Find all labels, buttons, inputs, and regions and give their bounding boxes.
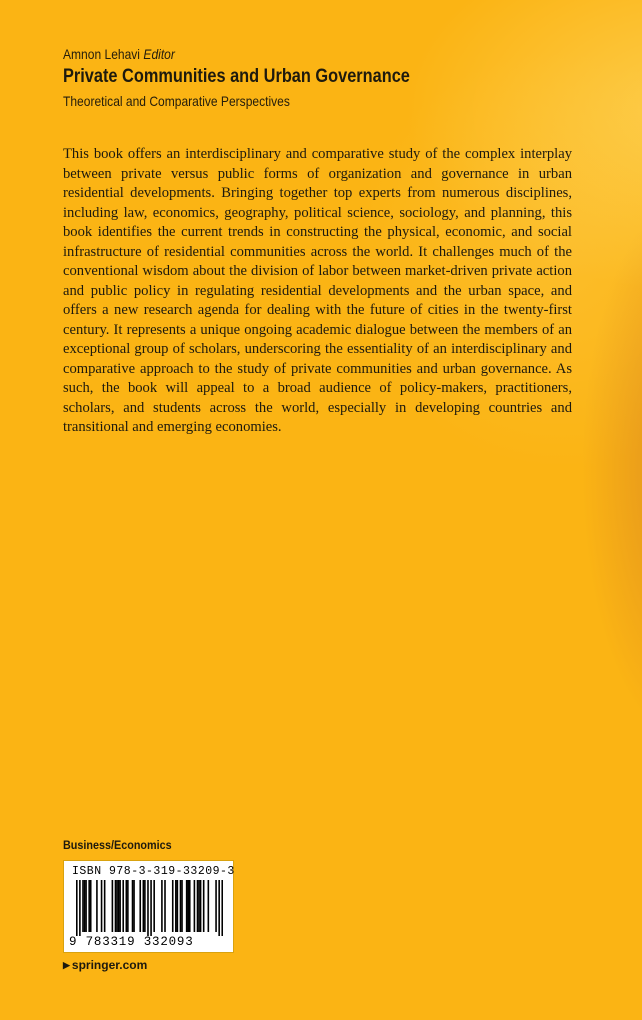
publisher-website-text: springer.com: [71, 958, 148, 972]
editor-credit: [63, 46, 175, 63]
book-title: Private Communities and Urban Governance: [63, 66, 410, 87]
book-description: This book offers an interdisciplinary and comparative study of the complex interplay between private versus public forms of organization and governance in urban residential developments. Bringing together top experts from numerous disciplines, including law, economics, geography, political science, sociology, and planning, this book identifies the current trends in constructing the physical, economic, and social infrastructure of residential communities across the world. It challenges much of the conventional wisdom about the division of labor between market-driven private action and public policy in regulating residential developments and the urban space, and offers a new research agenda for dealing with the future of cities in the twenty-first century. It represents a unique ongoing academic dialogue between the members of an exceptional group of scholars, underscoring the essentiality of an interdisciplinary and comparative approach to the study of private communities and urban governance. As such, the book will appeal to a broad audience of policy-makers, practitioners, scholars, and students across the world, especially in developing countries and transitional and emerging economies.: [63, 146, 572, 435]
book-subtitle: Theoretical and Comparative Perspectives: [63, 93, 290, 109]
subject-category: Business/Economics: [63, 838, 172, 852]
triangle-arrow-icon: ▶: [63, 960, 70, 970]
barcode-digits: 9 783319 332093: [69, 935, 194, 949]
editor-role: Editor: [143, 46, 175, 62]
barcode-image: [76, 880, 223, 936]
editor-name: Amnon Lehavi: [63, 46, 140, 62]
isbn-label: ISBN 978-3-319-33209-3: [72, 865, 235, 878]
publisher-website: [63, 958, 147, 972]
isbn-barcode-block: [63, 860, 234, 953]
